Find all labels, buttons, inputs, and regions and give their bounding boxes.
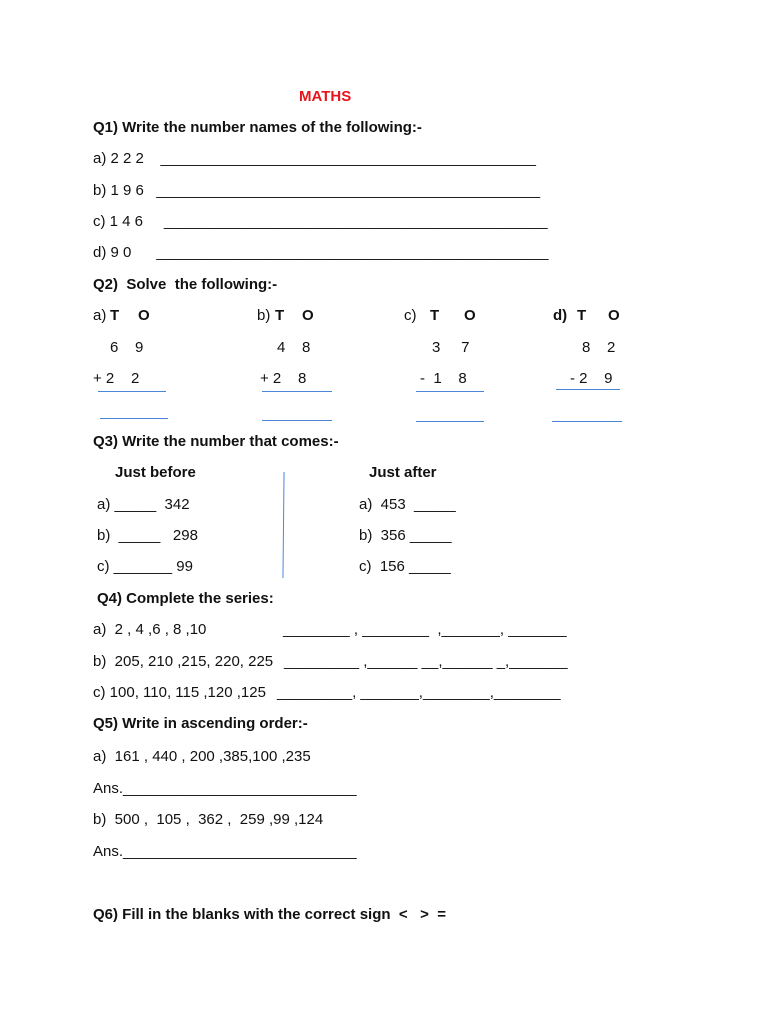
q5-heading: Q5) Write in ascending order:- [93, 715, 308, 732]
q1-heading: Q1) Write the number names of the following:- [93, 119, 422, 136]
q4-item-c-label: c) 100, 110, 115 ,120 ,125 [93, 684, 266, 701]
q5-item-a: a) 161 , 440 , 200 ,385,100 ,235 [93, 748, 311, 765]
q2-c-line-1 [416, 391, 484, 392]
q1-item-b: b) 1 9 6 ______________________________________________ [93, 182, 541, 199]
q3-just-after-heading: Just after [369, 464, 437, 481]
q3-after-a: a) 453 _____ [359, 496, 456, 513]
q1-item-c: c) 1 4 6 ______________________________________________ [93, 213, 548, 230]
q2-d-line-2 [552, 421, 622, 422]
q2-a-tens-header: T [110, 307, 120, 324]
q3-heading: Q3) Write the number that comes:- [93, 433, 339, 450]
q2-d-line-1 [556, 389, 620, 390]
q2-b-label: b) [257, 307, 271, 324]
q6-heading: Q6) Fill in the blanks with the correct sign < > = [93, 906, 446, 923]
q3-after-b: b) 356 _____ [359, 527, 452, 544]
q2-a-row1: 6 9 [110, 339, 144, 356]
q2-d-label: d) [553, 307, 568, 324]
q2-d-ones-header: O [608, 307, 620, 324]
q2-b-line-1 [262, 391, 332, 392]
q2-b-row2: + 2 8 [260, 370, 307, 387]
q3-just-before-heading: Just before [115, 464, 196, 481]
q2-heading: Q2) Solve the following:- [93, 276, 278, 293]
q3-before-a: a) _____ 342 [97, 496, 190, 513]
q4-heading: Q4) Complete the series: [97, 590, 274, 607]
q5-item-b: b) 500 , 105 , 362 , 259 ,99 ,124 [93, 811, 324, 828]
q4-item-c-blanks: _________, _______,________,________ [277, 684, 561, 701]
q2-a-line-1 [98, 391, 166, 392]
q2-b-row1: 4 8 [277, 339, 311, 356]
q4-item-b-label: b) 205, 210 ,215, 220, 225 [93, 653, 274, 670]
page-title: MATHS [299, 88, 352, 105]
q2-a-row2: + 2 2 [93, 370, 140, 387]
q2-d-row1: 8 2 [582, 339, 616, 356]
q2-b-line-2 [262, 420, 332, 421]
q2-b-ones-header: O [302, 307, 314, 324]
q3-divider-line [282, 472, 284, 578]
q5-answer-a: Ans.____________________________ [93, 780, 357, 797]
q2-d-row2: - 2 9 [570, 370, 613, 387]
q2-d-tens-header: T [577, 307, 587, 324]
q2-c-row2: - 1 8 [420, 370, 467, 387]
q2-c-row1: 3 7 [432, 339, 470, 356]
q1-item-d: d) 9 0 _______________________________________________ [93, 244, 549, 261]
q2-b-tens-header: T [275, 307, 285, 324]
q3-after-c: c) 156 _____ [359, 558, 451, 575]
q4-item-a-label: a) 2 , 4 ,6 , 8 ,10 [93, 621, 207, 638]
q2-c-line-2 [416, 421, 484, 422]
q3-before-c: c) _______ 99 [97, 558, 193, 575]
q5-answer-b: Ans.____________________________ [93, 843, 357, 860]
q2-a-line-2 [100, 418, 168, 419]
q2-a-ones-header: O [138, 307, 150, 324]
q4-item-a-blanks: ________ , ________ ,_______, _______ [283, 621, 567, 638]
q1-item-a: a) 2 2 2 _____________________________________________ [93, 150, 536, 167]
q2-a-label: a) [93, 307, 107, 324]
q2-c-label: c) [404, 307, 417, 324]
q2-c-tens-header: T [430, 307, 440, 324]
q3-before-b: b) _____ 298 [97, 527, 198, 544]
q2-c-ones-header: O [464, 307, 476, 324]
q4-item-b-blanks: _________ ,______ __,______ _,_______ [284, 653, 568, 670]
